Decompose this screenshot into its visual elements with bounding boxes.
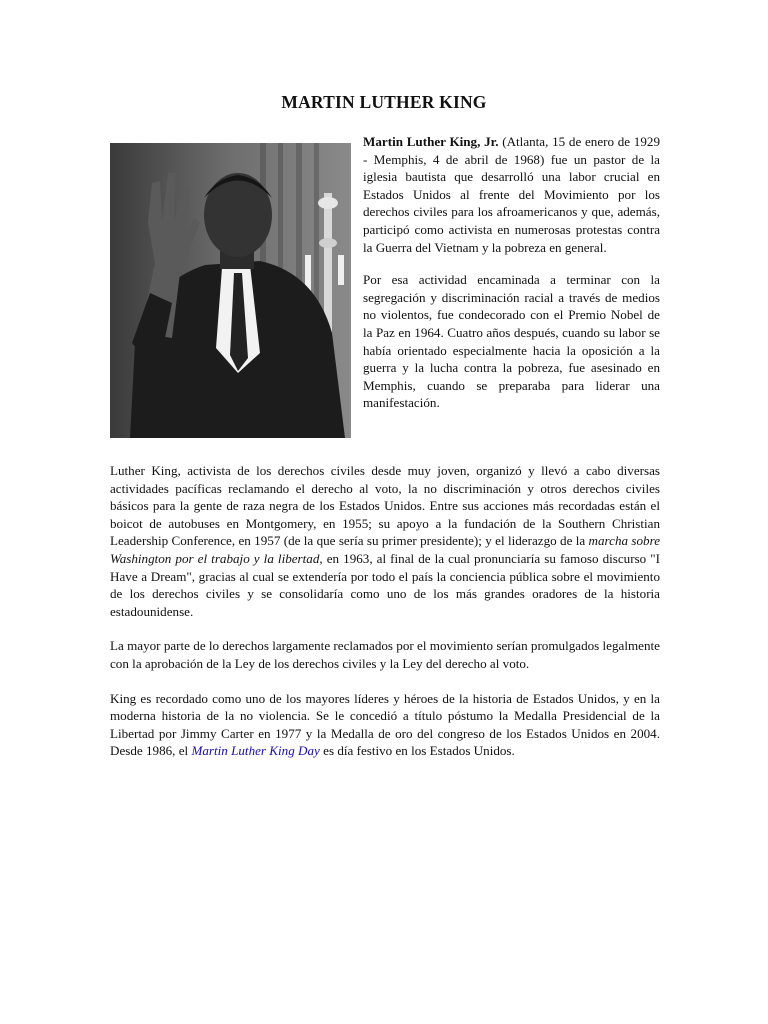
- intro-column: [363, 133, 660, 427]
- legacy-text-2: es día festivo en los Estados Unidos.: [319, 743, 515, 759]
- nobel-paragraph: Por esa actividad encaminada a terminar con la segregación y discriminación racial a través de medios no violentos, fue condecorado con el Premio Nobel de la Paz en 1964. Cuatro años después, cuando su labor se había orientado especialmente hacia la oposición a la guerra y la lucha contra la pobreza, fue asesinado en Memphis, cuando se preparaba para liderar una manifestación.: [363, 272, 660, 411]
- intro-paragraph: [363, 133, 660, 256]
- activism-text-2: , en 1963, al final de la cual pronunciaría su famoso discurso "I Have a Dream", gracias al cual se extendería por todo el país la conciencia pública sobre el movimiento de los derechos civiles y se consolidaría como uno de los más grandes oradores de la historia estadounidense.: [110, 550, 660, 619]
- portrait-photo-icon: [110, 143, 351, 438]
- page-title: MARTIN LUTHER KING: [281, 92, 487, 112]
- intro-text: (Atlanta, 15 de enero de 1929 - Memphis, 4 de abril de 1968) fue un pastor de la iglesia bautista que desarrolló una labor crucial en Estados Unidos al frente del Movimiento por los derechos civiles para los afroamericanos y que, además, participó como activista en numerosas protestas contra la Guerra del Vietnam y la pobreza en general.: [363, 134, 660, 255]
- rights-paragraph: La mayor parte de lo derechos largamente reclamados por el movimiento serían promulgados legalmente con la aprobación de la Ley de los derechos civiles y la Ley del derecho al voto.: [110, 638, 660, 671]
- legacy-paragraph: [110, 690, 660, 760]
- march-title: marcha sobre Washington por el trabajo y la libertad: [110, 533, 661, 566]
- intro-name: Martin Luther King, Jr.: [363, 134, 499, 149]
- legacy-text-1: King es recordado como uno de los mayores líderes y héroes de la historia de Estados Unidos, y en la moderna historia de la no violencia. Se le concedió a título póstumo la Medalla Presidencial de la Libertad por Jimmy Carter en 1977 y la Medalla de oro del congreso de los Estados Unidos en 2004. Desde 1986, el: [110, 690, 660, 759]
- portrait-photo: [110, 143, 351, 438]
- activism-text-1: Luther King, activista de los derechos civiles desde muy joven, organizó y llevó a cabo diversas actividades pacíficas reclamando el derecho al voto, la no discriminación y otros derechos civiles básicos para la gente de raza negra de los Estados Unidos. Entre sus acciones más recordadas están el boicot de autobuses en Montgomery, en 1955; su apoyo a la fundación de la Southern Christian Leadership Conference, en 1957 (de la que sería su primer presidente); y el liderazgo de la: [110, 463, 660, 549]
- mlk-day-link[interactable]: Martin Luther King Day: [191, 743, 320, 759]
- activism-paragraph: [110, 462, 660, 620]
- main-body: [110, 462, 660, 777]
